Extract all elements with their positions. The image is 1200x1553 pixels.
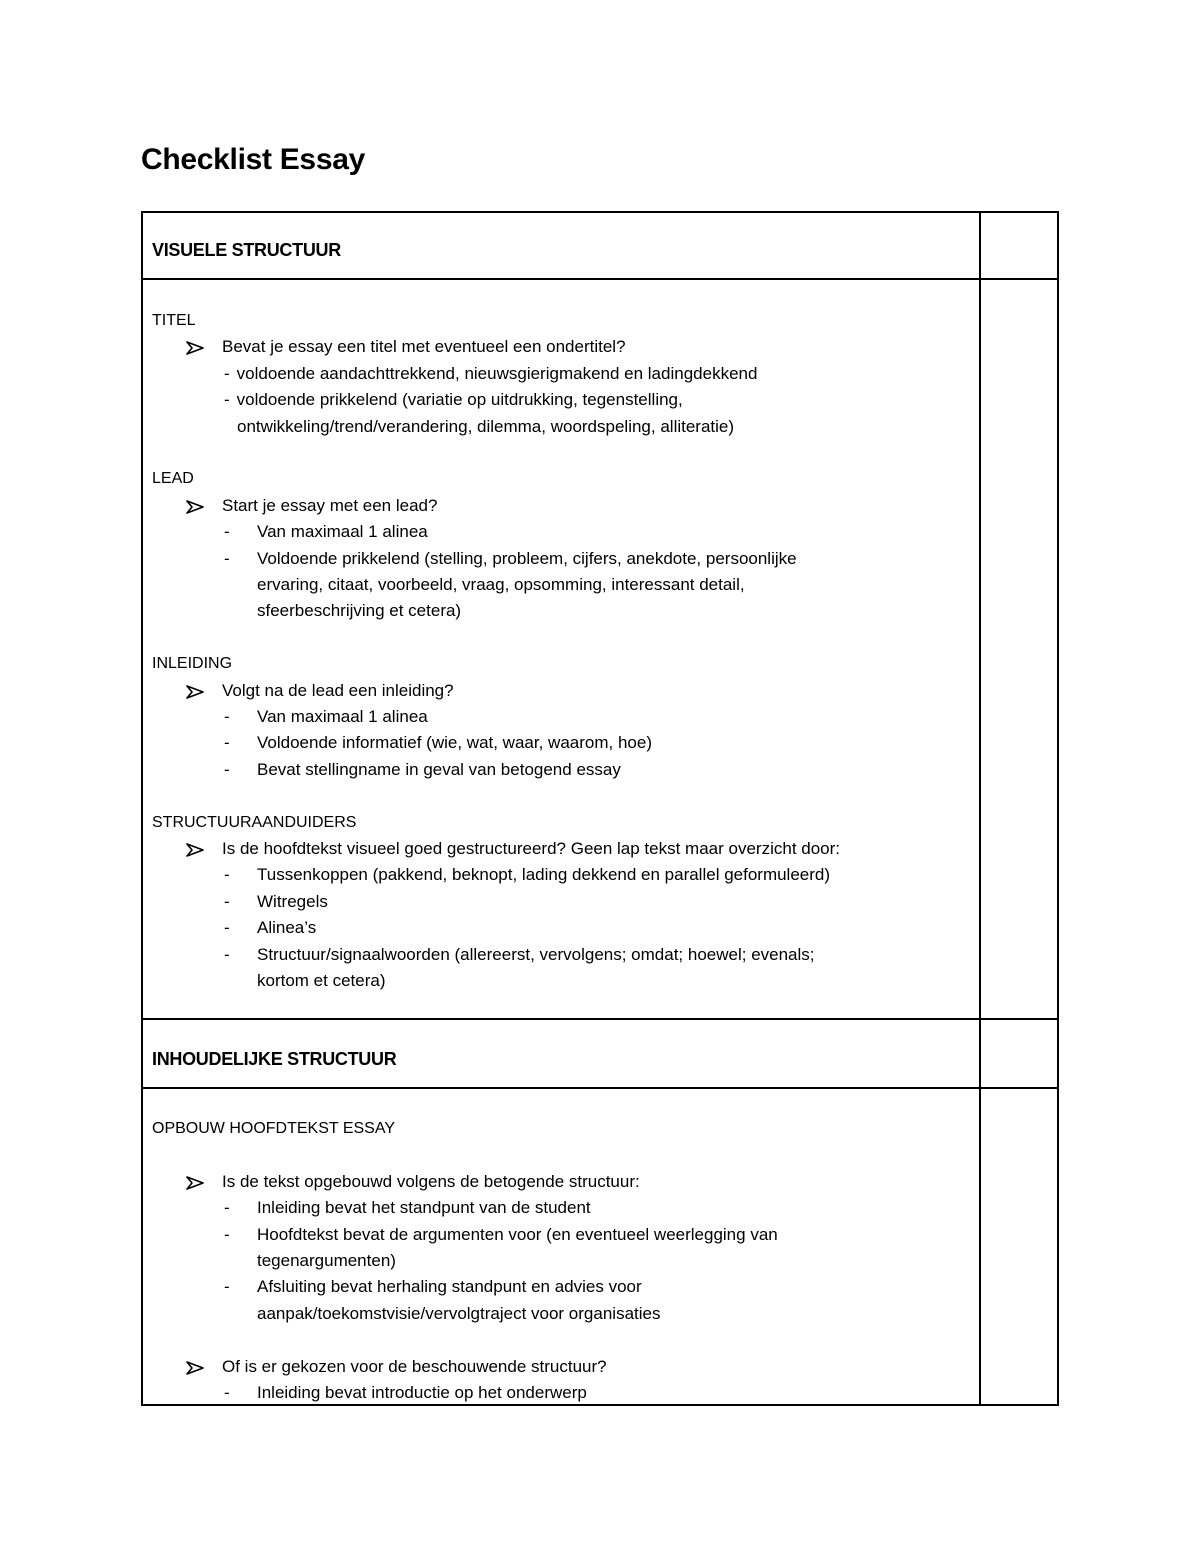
- table-column-divider: [979, 211, 981, 1406]
- visuele-structuur-content: [152, 308, 972, 995]
- checklist-item: - Van maximaal 1 alinea: [224, 707, 428, 727]
- arrow-bullet-icon: [186, 1169, 206, 1195]
- checklist-item: - Bevat stellingname in geval van betogend essay: [224, 759, 621, 779]
- arrow-bullet-icon: [186, 678, 206, 704]
- checklist-question: Bevat je essay een titel met eventueel een ondertitel?: [152, 334, 972, 360]
- checklist-item: - Witregels: [224, 891, 328, 911]
- subsection-label-lead: LEAD: [152, 470, 194, 488]
- arrow-bullet-icon: [186, 836, 206, 862]
- table-divider: [141, 278, 1059, 280]
- table-border-left: [141, 211, 143, 1406]
- arrow-bullet-icon: [186, 1354, 206, 1380]
- table-border-right: [1057, 211, 1059, 1406]
- checklist-item-continuation: aanpak/toekomstvisie/vervolgtraject voor organisaties: [257, 1303, 661, 1323]
- checklist-item: - voldoende prikkelend (variatie op uitdrukking, tegenstelling,: [224, 390, 683, 410]
- section-header-inhoudelijke-structuur: INHOUDELIJKE STRUCTUUR: [152, 1049, 397, 1069]
- checklist-item: - Voldoende informatief (wie, wat, waar, waarom, hoe): [224, 733, 652, 753]
- table-border-top: [141, 211, 1059, 213]
- subsection-label-titel: TITEL: [152, 312, 196, 329]
- checklist-item: - Structuur/signaalwoorden (allereerst, vervolgens; omdat; hoewel; evenals;: [224, 944, 815, 964]
- checklist-item: - Hoofdtekst bevat de argumenten voor (en eventueel weerlegging van: [224, 1224, 778, 1244]
- checklist-item-continuation: ervaring, citaat, voorbeeld, vraag, opsomming, interessant detail,: [257, 575, 745, 595]
- arrow-bullet-icon: [186, 493, 206, 519]
- checklist-item: - Inleiding bevat introductie op het onderwerp: [224, 1383, 587, 1403]
- checklist-item: - Inleiding bevat het standpunt van de student: [224, 1198, 591, 1218]
- document-title: Checklist Essay: [141, 143, 365, 176]
- checklist-question: Volgt na de lead een inleiding?: [152, 678, 972, 704]
- checklist-item: - Afsluiting bevat herhaling standpunt en advies voor: [224, 1277, 642, 1297]
- checklist-question: Start je essay met een lead?: [152, 493, 972, 519]
- table-divider: [141, 1087, 1059, 1089]
- checklist-question: Is de hoofdtekst visueel goed gestructureerd? Geen lap tekst maar overzicht door:: [152, 836, 972, 862]
- checklist-item-continuation: ontwikkeling/trend/verandering, dilemma, woordspeling, alliteratie): [237, 416, 735, 436]
- checklist-item-continuation: tegenargumenten): [257, 1251, 396, 1271]
- subsection-label-opbouw: OPBOUW HOOFDTEKST ESSAY: [152, 1120, 395, 1137]
- checklist-item: - Voldoende prikkelend (stelling, probleem, cijfers, anekdote, persoonlijke: [224, 548, 797, 568]
- inhoudelijke-structuur-content: [152, 1116, 972, 1406]
- checklist-item: - Van maximaal 1 alinea: [224, 522, 428, 542]
- checklist-item: - Alinea’s: [224, 918, 317, 938]
- checklist-item-continuation: kortom et cetera): [257, 971, 386, 991]
- table-divider: [141, 1018, 1059, 1020]
- subsection-label-structuuraanduiders: STRUCTUURAANDUIDERS: [152, 813, 357, 831]
- checklist-item: - voldoende aandachttrekkend, nieuwsgierigmakend en ladingdekkend: [224, 363, 758, 383]
- arrow-bullet-icon: [186, 334, 206, 360]
- subsection-label-inleiding: INLEIDING: [152, 655, 233, 673]
- checklist-question: Of is er gekozen voor de beschouwende structuur?: [152, 1354, 972, 1380]
- checklist-item: - Tussenkoppen (pakkend, beknopt, lading dekkend en parallel geformuleerd): [224, 865, 831, 885]
- checklist-item-continuation: sfeerbeschrijving et cetera): [257, 601, 462, 621]
- section-header-visuele-structuur: VISUELE STRUCTUUR: [152, 240, 341, 260]
- checklist-question: Is de tekst opgebouwd volgens de betogende structuur:: [152, 1169, 972, 1195]
